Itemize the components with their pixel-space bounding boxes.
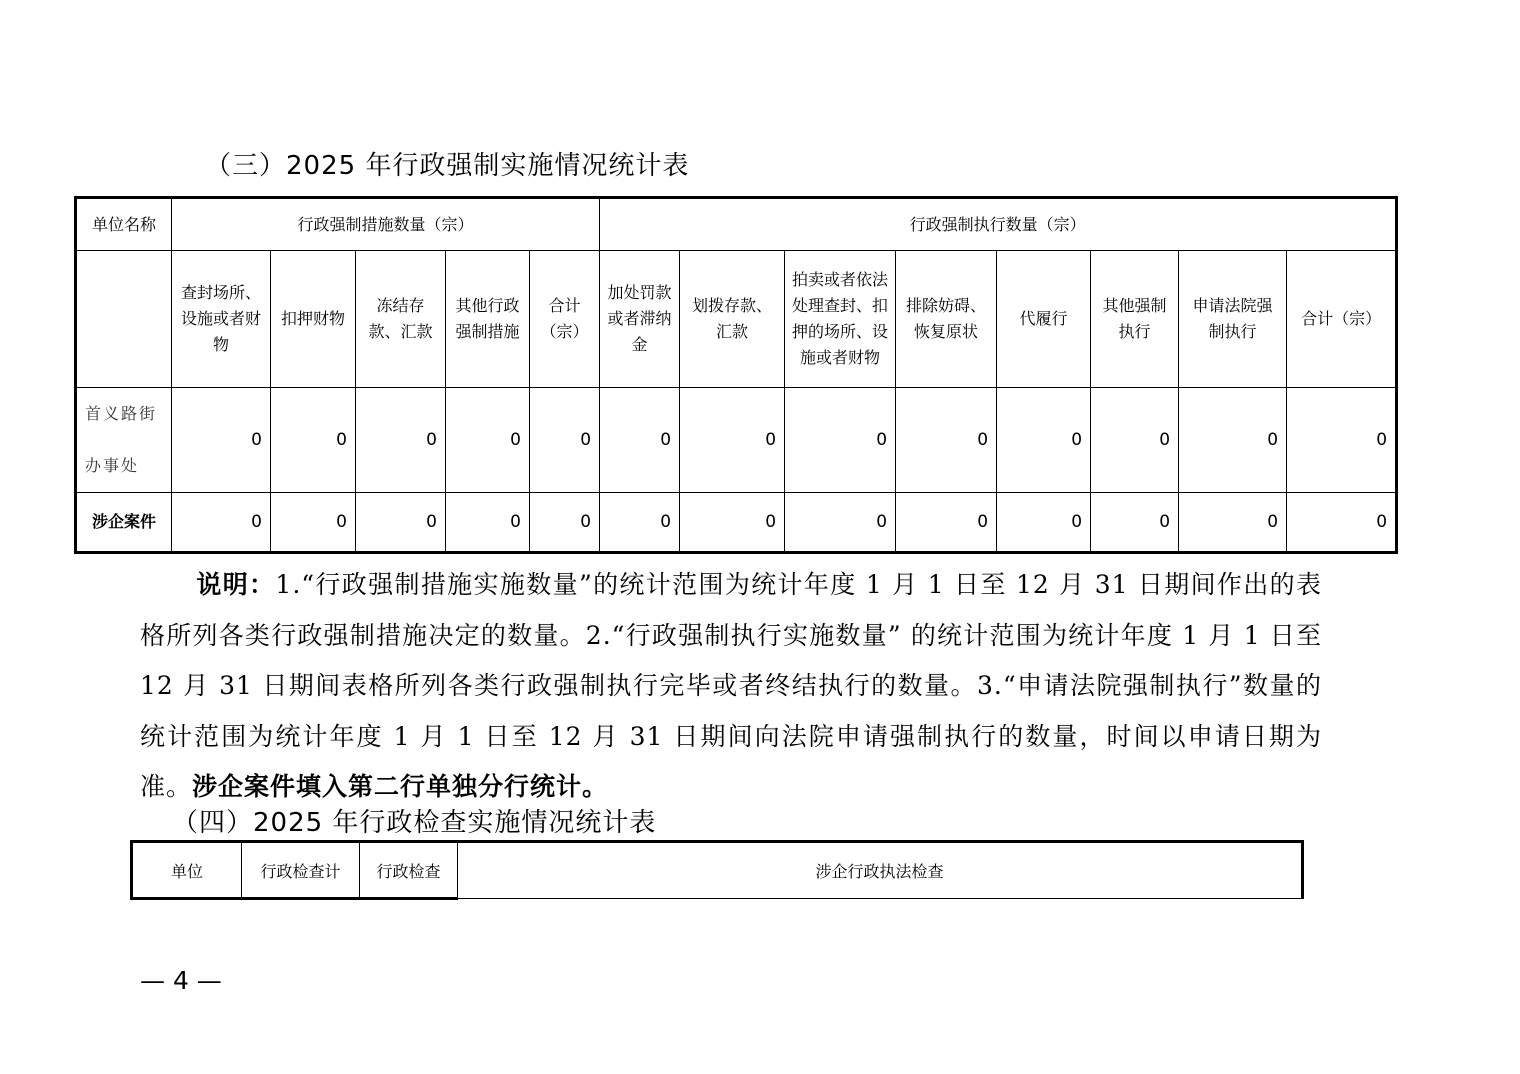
column-header: 加处罚款或者滞纳金 xyxy=(600,251,680,388)
table-cell: 0 xyxy=(1179,493,1287,553)
section3-title: （三）2025 年行政强制实施情况统计表 xyxy=(205,151,690,181)
table-cell: 0 xyxy=(446,493,530,553)
column-header: 合计（宗） xyxy=(1287,251,1397,388)
column-header: 其他行政强制措施 xyxy=(446,251,530,388)
row-unit-name: 涉企案件 xyxy=(76,493,172,553)
table-cell: 0 xyxy=(680,388,785,493)
inspection-header-enterprise: 涉企行政执法检查 xyxy=(458,842,1303,899)
table-cell: 0 xyxy=(271,493,356,553)
table-cell: 0 xyxy=(356,493,446,553)
table-cell: 0 xyxy=(1091,388,1179,493)
page-number: — 4 — xyxy=(140,966,222,995)
table-cell: 0 xyxy=(896,493,997,553)
column-header: 扣押财物 xyxy=(271,251,356,388)
table-cell: 0 xyxy=(785,388,896,493)
column-header: 代履行 xyxy=(997,251,1091,388)
inspection-header-total: 行政检查计 xyxy=(242,842,360,899)
table-cell: 0 xyxy=(1179,388,1287,493)
table-cell: 0 xyxy=(1287,493,1397,553)
explanation-note xyxy=(140,560,1322,813)
header-measures-group: 行政强制措施数量（宗） xyxy=(172,198,600,251)
table-cell: 0 xyxy=(356,388,446,493)
table-cell: 0 xyxy=(600,493,680,553)
table-cell: 0 xyxy=(600,388,680,493)
header-unit-blank xyxy=(76,251,172,388)
column-header: 划拨存款、汇款 xyxy=(680,251,785,388)
table-cell: 0 xyxy=(1287,388,1397,493)
table-cell: 0 xyxy=(896,388,997,493)
table-cell: 0 xyxy=(530,388,600,493)
row-unit-name: 首义路街办事处 xyxy=(76,388,172,493)
table-cell: 0 xyxy=(172,388,271,493)
table-cell: 0 xyxy=(446,388,530,493)
table-cell: 0 xyxy=(997,493,1091,553)
table-cell: 0 xyxy=(680,493,785,553)
section4-title: （四）2025 年行政检查实施情况统计表 xyxy=(172,808,657,838)
inspection-header-unit: 单位 xyxy=(132,842,242,899)
column-header: 冻结存款、汇款 xyxy=(356,251,446,388)
table-cell: 0 xyxy=(271,388,356,493)
inspection-header-inspection: 行政检查 xyxy=(360,842,458,899)
column-header: 排除妨碍、恢复原状 xyxy=(896,251,997,388)
table-cell: 0 xyxy=(530,493,600,553)
table-cell: 0 xyxy=(997,388,1091,493)
note-bold-tail: 涉企案件填入第二行单独分行统计。 xyxy=(192,772,609,801)
column-header: 申请法院强制执行 xyxy=(1179,251,1287,388)
note-body: 1.“行政强制措施实施数量”的统计范围为统计年度 1 月 1 日至 12 月 31 日期间作出的表格所列各类行政强制措施决定的数量。2.“行政强制执行实施数量” 的统计范围为统计年度 1 月 1 日至 12 月 31 日期间表格所列各类行政强制执行完毕或者终结执行的数量。3.“申请法院强制执行”数量的统计范围为统计年度 1 月 1 日至 12 月 31 日期间向法院申请强制执行的数量，时间以申请日期为准。 xyxy=(140,570,1322,801)
header-execution-group: 行政强制执行数量（宗） xyxy=(600,198,1397,251)
inspection-stats-table xyxy=(130,840,1304,900)
table-cell: 0 xyxy=(785,493,896,553)
header-unit-name: 单位名称 xyxy=(76,198,172,251)
column-header: 其他强制执行 xyxy=(1091,251,1179,388)
note-lead: 说明： xyxy=(196,570,276,599)
enforcement-stats-table xyxy=(74,196,1398,554)
column-header: 合计（宗） xyxy=(530,251,600,388)
column-header: 查封场所、设施或者财物 xyxy=(172,251,271,388)
table-cell: 0 xyxy=(172,493,271,553)
table-cell: 0 xyxy=(1091,493,1179,553)
column-header: 拍卖或者依法处理查封、扣押的场所、设施或者财物 xyxy=(785,251,896,388)
